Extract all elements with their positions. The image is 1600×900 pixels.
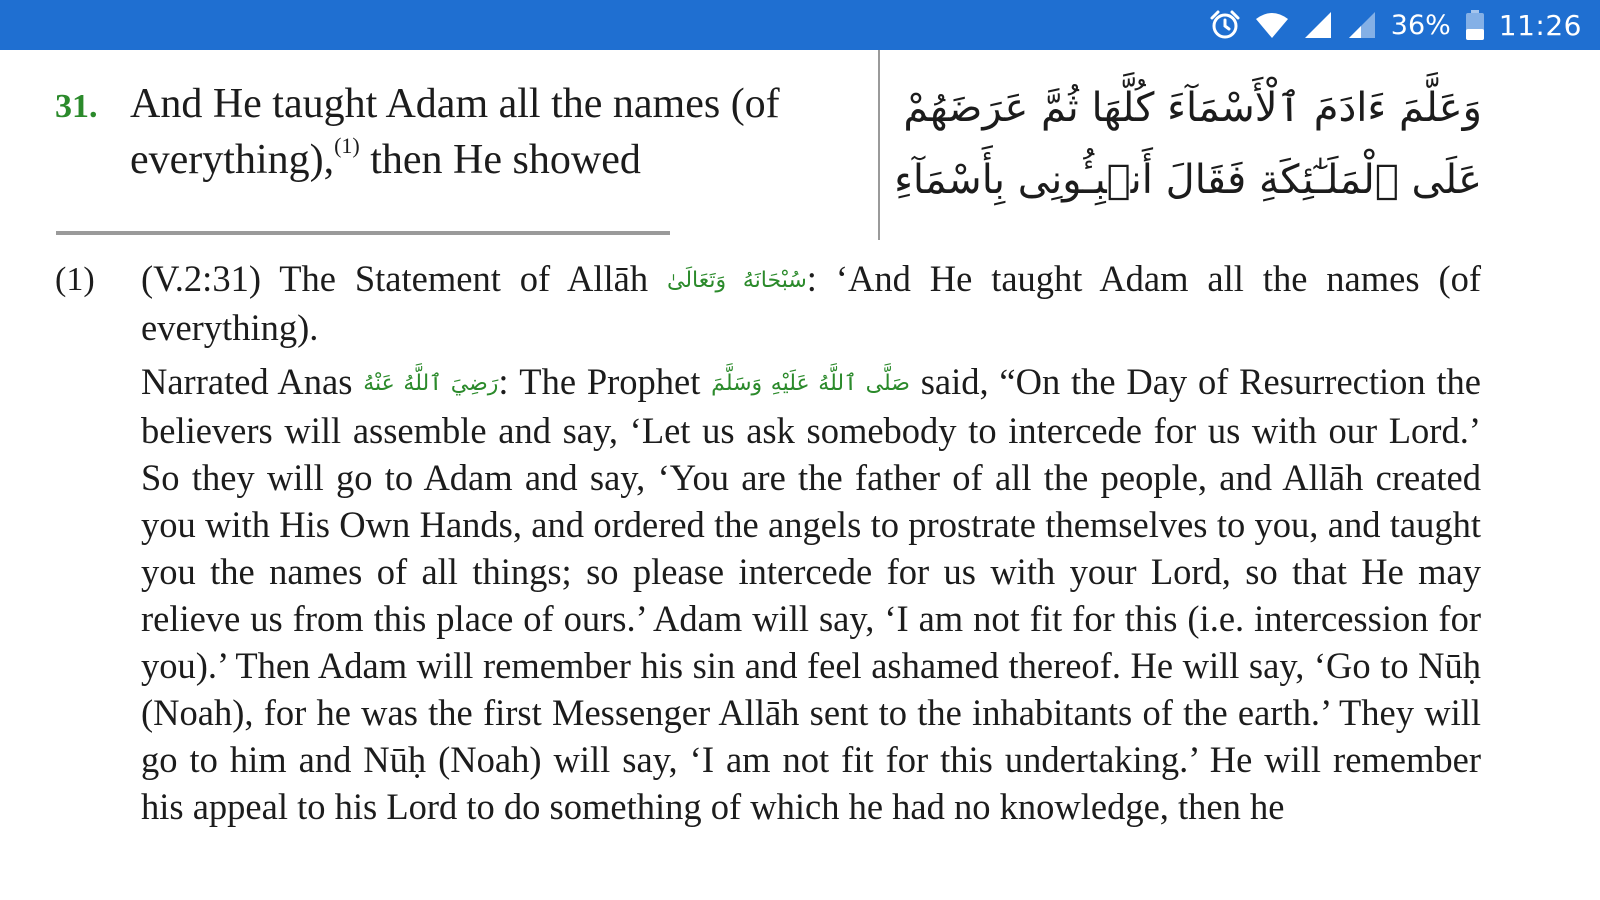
battery-icon xyxy=(1465,9,1485,41)
battery-percent: 36% xyxy=(1390,9,1451,41)
wifi-icon xyxy=(1255,11,1289,39)
narration-text: Narrated Anas xyxy=(141,361,364,402)
cell-signal-icon xyxy=(1303,10,1333,40)
footnote-separator xyxy=(56,231,670,235)
footnote-body xyxy=(141,255,1481,830)
footnote-statement xyxy=(141,255,1481,351)
verse-row xyxy=(0,50,1600,240)
honorific-glyph: صَلَّى ٱللَّهُ عَلَيْهِ وَسَلَّمَ xyxy=(711,371,910,396)
verse-english-text-continued: then He showed xyxy=(359,137,641,183)
status-bar xyxy=(0,0,1600,50)
verse-arabic-text xyxy=(882,72,1482,216)
statement-text-continued: : ‘And He taught Adam all the names (of everything). xyxy=(141,258,1482,348)
narration-text: said, “On the Day of Resurrection the believers will assemble and say, ‘Let us ask somebody to intercede for us with our Lord.’ So they will go to Adam and say, ‘You are the father of all the people, and Allāh created you with His Own Hands, and ordered the angels to prostrate themselves to you, and taught you the names of all things; so please intercede for us with your Lord, so that He may relieve us from this place of ours.’ Adam will say, ‘I am not fit for this (i.e. intercession for you).’ Then Adam will remember his sin and feel ashamed thereof. He will say, ‘Go to Nūḥ (Noah), for he was the first Messenger Allāh sent to the inhabitants of the earth.’ They will go to him and Nūḥ (Noah) will say, ‘I am not fit for this undertaking.’ He will remember his appeal to his Lord to do something of which he had no knowledge, then he xyxy=(141,361,1481,827)
verse-english-translation xyxy=(130,76,850,188)
honorific-glyph: رَضِيَ ٱللَّهُ عَنْهُ xyxy=(363,371,499,396)
column-divider xyxy=(878,50,880,240)
footnote-narration xyxy=(141,358,1481,830)
narration-text: : The Prophet xyxy=(498,361,712,402)
footnote-marker: (1) xyxy=(55,261,95,298)
arabic-line-2: عَلَى ٱلْمَلَـٰٓئِكَةِ فَقَالَ أَنۢبِـُٔونِى بِأَسْمَآءِ xyxy=(894,157,1482,203)
status-icons xyxy=(1209,0,1582,50)
cell-signal-weak-icon xyxy=(1347,10,1377,40)
statement-text: (V.2:31) The Statement of Allāh xyxy=(141,258,668,299)
arabic-line-1: وَعَلَّمَ ءَادَمَ ٱلْأَسْمَآءَ كُلَّهَا ثُمَّ عَرَضَهُمْ xyxy=(903,85,1482,131)
verse-english-text: And He taught Adam all the names (of everything), xyxy=(130,81,780,183)
verse-number: 31. xyxy=(55,88,98,125)
alarm-icon xyxy=(1209,9,1241,41)
clock: 11:26 xyxy=(1498,8,1582,42)
honorific-glyph: سُبْحَانَهُ وَتَعَالَىٰ xyxy=(667,268,807,293)
footnote-reference[interactable]: (1) xyxy=(334,133,360,158)
